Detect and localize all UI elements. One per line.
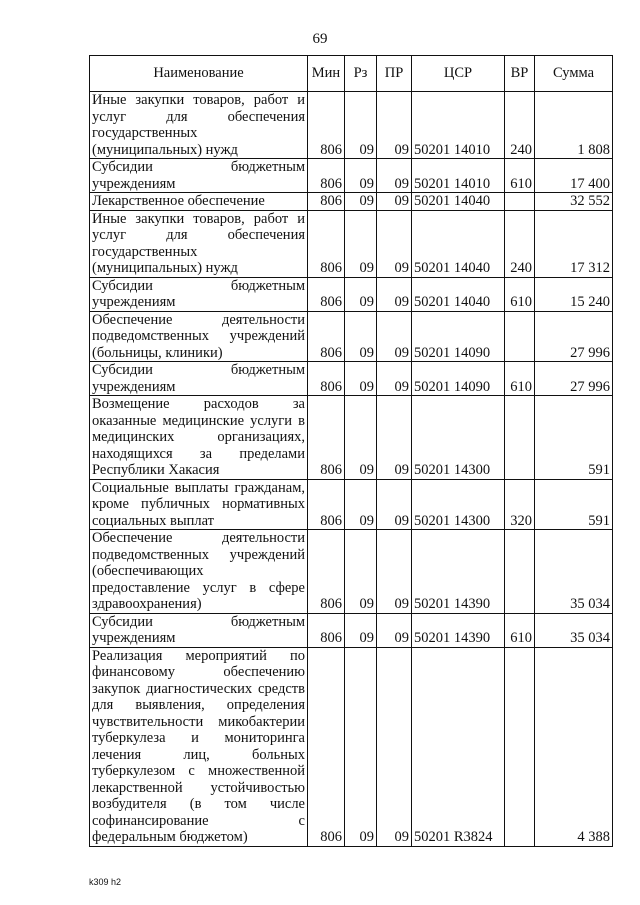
row-name: Субсидии бюджетным учреждениям xyxy=(90,613,308,647)
row-sum: 27 996 xyxy=(535,311,613,362)
row-min: 806 xyxy=(308,647,345,846)
column-header-vr: ВР xyxy=(505,56,535,92)
row-vr xyxy=(505,396,535,480)
row-pr: 09 xyxy=(377,277,412,311)
row-sum: 1 808 xyxy=(535,92,613,159)
column-header-pr: ПР xyxy=(377,56,412,92)
row-pr: 09 xyxy=(377,92,412,159)
row-min: 806 xyxy=(308,159,345,193)
column-header-csr: ЦСР xyxy=(412,56,505,92)
row-pr: 09 xyxy=(377,362,412,396)
row-pr: 09 xyxy=(377,311,412,362)
row-csr: 50201 14040 xyxy=(412,193,505,211)
table-row xyxy=(90,193,613,211)
table-row xyxy=(90,396,613,480)
row-min: 806 xyxy=(308,396,345,480)
row-csr: 50201 14090 xyxy=(412,362,505,396)
row-sum: 17 400 xyxy=(535,159,613,193)
row-pr: 09 xyxy=(377,530,412,614)
row-rz: 09 xyxy=(345,396,377,480)
table-row xyxy=(90,311,613,362)
row-min: 806 xyxy=(308,613,345,647)
row-rz: 09 xyxy=(345,159,377,193)
row-sum: 32 552 xyxy=(535,193,613,211)
column-header-rz: Рз xyxy=(345,56,377,92)
row-pr: 09 xyxy=(377,647,412,846)
row-rz: 09 xyxy=(345,193,377,211)
row-name: Обеспечение деятельности подведомственных учреждений (больницы, клиники) xyxy=(90,311,308,362)
row-rz: 09 xyxy=(345,311,377,362)
row-min: 806 xyxy=(308,479,345,530)
row-name: Субсидии бюджетным учреждениям xyxy=(90,362,308,396)
column-header-name: Наименование xyxy=(90,56,308,92)
row-sum: 27 996 xyxy=(535,362,613,396)
row-pr: 09 xyxy=(377,193,412,211)
table-row xyxy=(90,479,613,530)
row-pr: 09 xyxy=(377,479,412,530)
row-name: Возмещение расходов за оказанные медицинские услуги в медицинских организациях, находящихся за пределами Республики Хакасия xyxy=(90,396,308,480)
table-row xyxy=(90,92,613,159)
table-row xyxy=(90,277,613,311)
row-csr: 50201 R3824 xyxy=(412,647,505,846)
row-vr: 610 xyxy=(505,159,535,193)
row-vr xyxy=(505,193,535,211)
row-vr: 240 xyxy=(505,210,535,277)
row-sum: 591 xyxy=(535,479,613,530)
row-csr: 50201 14040 xyxy=(412,210,505,277)
row-csr: 50201 14010 xyxy=(412,159,505,193)
row-name: Социальные выплаты гражданам, кроме публичных нормативных социальных выплат xyxy=(90,479,308,530)
table-row xyxy=(90,159,613,193)
row-min: 806 xyxy=(308,311,345,362)
page-number: 69 xyxy=(312,31,328,47)
row-csr: 50201 14300 xyxy=(412,479,505,530)
table-header-row xyxy=(90,56,613,92)
row-min: 806 xyxy=(308,277,345,311)
row-rz: 09 xyxy=(345,479,377,530)
table-row xyxy=(90,210,613,277)
row-csr: 50201 14390 xyxy=(412,613,505,647)
row-sum: 35 034 xyxy=(535,530,613,614)
row-sum: 4 388 xyxy=(535,647,613,846)
row-name: Обеспечение деятельности подведомственных учреждений (обеспечивающих предоставление услуг в сфере здравоохранения) xyxy=(90,530,308,614)
row-vr: 320 xyxy=(505,479,535,530)
row-rz: 09 xyxy=(345,92,377,159)
row-pr: 09 xyxy=(377,210,412,277)
row-rz: 09 xyxy=(345,210,377,277)
row-vr xyxy=(505,647,535,846)
row-pr: 09 xyxy=(377,159,412,193)
table-row xyxy=(90,613,613,647)
row-sum: 17 312 xyxy=(535,210,613,277)
table-row xyxy=(90,647,613,846)
row-rz: 09 xyxy=(345,277,377,311)
row-name: Иные закупки товаров, работ и услуг для обеспечения государственных (муниципальных) нужд xyxy=(90,92,308,159)
row-sum: 35 034 xyxy=(535,613,613,647)
row-vr xyxy=(505,311,535,362)
row-rz: 09 xyxy=(345,362,377,396)
column-header-min: Мин xyxy=(308,56,345,92)
table-row xyxy=(90,530,613,614)
row-rz: 09 xyxy=(345,613,377,647)
row-vr: 610 xyxy=(505,613,535,647)
row-name: Субсидии бюджетным учреждениям xyxy=(90,159,308,193)
row-rz: 09 xyxy=(345,647,377,846)
table-row xyxy=(90,362,613,396)
row-rz: 09 xyxy=(345,530,377,614)
row-name: Субсидии бюджетным учреждениям xyxy=(90,277,308,311)
row-name: Лекарственное обеспечение xyxy=(90,193,308,211)
row-name: Иные закупки товаров, работ и услуг для обеспечения государственных (муниципальных) нужд xyxy=(90,210,308,277)
row-pr: 09 xyxy=(377,613,412,647)
row-pr: 09 xyxy=(377,396,412,480)
row-min: 806 xyxy=(308,362,345,396)
row-min: 806 xyxy=(308,210,345,277)
column-header-sum: Сумма xyxy=(535,56,613,92)
row-csr: 50201 14390 xyxy=(412,530,505,614)
row-csr: 50201 14090 xyxy=(412,311,505,362)
budget-table xyxy=(89,55,613,847)
row-min: 806 xyxy=(308,92,345,159)
footer-code: k309 h2 xyxy=(89,877,122,887)
row-vr: 240 xyxy=(505,92,535,159)
row-sum: 15 240 xyxy=(535,277,613,311)
row-vr: 610 xyxy=(505,277,535,311)
row-sum: 591 xyxy=(535,396,613,480)
row-min: 806 xyxy=(308,193,345,211)
row-vr: 610 xyxy=(505,362,535,396)
row-vr xyxy=(505,530,535,614)
row-name: Реализация мероприятий по финансовому обеспечению закупок диагностических средств для выявления, определения чувствительности микобактерии туберкулеза и мониторинга лечения лиц, больных туберкулезом с множественной лекарственной устойчивостью возбудителя (в том числе софинансирование с федеральным бюджетом) xyxy=(90,647,308,846)
row-csr: 50201 14010 xyxy=(412,92,505,159)
row-min: 806 xyxy=(308,530,345,614)
row-csr: 50201 14040 xyxy=(412,277,505,311)
row-csr: 50201 14300 xyxy=(412,396,505,480)
